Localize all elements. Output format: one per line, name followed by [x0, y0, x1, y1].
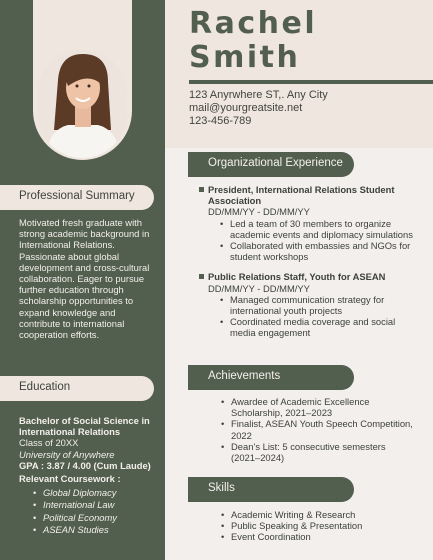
entry-dates: DD/MM/YY - DD/MM/YY [208, 282, 310, 294]
coursework-heading: Relevant Coursework : [19, 473, 121, 485]
skills-heading-pill [188, 477, 354, 502]
header-divider [189, 80, 433, 84]
skills-heading: Skills [208, 482, 235, 494]
coursework-item: • Political Economy [33, 512, 151, 523]
entry-dates: DD/MM/YY - DD/MM/YY [208, 206, 310, 218]
contact-email: mail@yourgreatsite.net [189, 102, 303, 114]
entry-bullet: • Collaborated with embassies and NGOs for student workshops [220, 240, 414, 262]
entry-title: President, International Relations Student Association [199, 184, 414, 206]
skill-item: • Academic Writing & Research [221, 509, 414, 520]
class-year: Class of 20XX [19, 437, 79, 449]
profile-photo [38, 50, 127, 158]
degree: Bachelor of Social Science in International Relations [19, 415, 150, 438]
skills-block [199, 509, 414, 543]
achievement-item: • Dean’s List: 5 consecutive semesters (2021–2024) [221, 441, 414, 463]
coursework-item: • ASEAN Studies [33, 524, 151, 535]
coursework-item: • International Law [33, 499, 151, 510]
experience-heading-pill [188, 152, 354, 177]
summary-heading: Professional Summary [19, 190, 135, 202]
entry-bullet: • Coordinated media coverage and social media engagement [220, 316, 414, 338]
first-name: Rachel [189, 6, 318, 41]
skill-item: • Event Coordination [221, 531, 414, 542]
experience-entry [199, 184, 414, 262]
entry-bullet: • Managed communication strategy for international youth projects [220, 294, 414, 316]
experience-block [199, 184, 414, 339]
experience-entry [199, 271, 414, 338]
skill-item: • Public Speaking & Presentation [221, 520, 414, 531]
contact-phone: 123-456-789 [189, 115, 252, 127]
experience-heading: Organizational Experience [208, 157, 343, 169]
summary-text: Motivated fresh graduate with strong academic background in International Relations. Passionate about global development and cross-cultural collaboration. Eager to pursue further education through scholarship opportunities to expand knowledge and contribute to international cooperation efforts. [19, 217, 150, 341]
achievement-item: • Awardee of Academic Excellence Scholarship, 2021–2023 [221, 396, 414, 418]
coursework-item: • Global Diplomacy [33, 487, 151, 498]
summary-heading-pill [0, 185, 154, 210]
achievements-heading-pill [188, 365, 354, 390]
entry-title: Public Relations Staff, Youth for ASEAN [199, 271, 414, 282]
education-block [19, 415, 151, 536]
education-heading: Education [19, 381, 71, 393]
gpa: GPA : 3.87 / 4.00 (Cum Laude) [19, 459, 151, 471]
achievements-heading: Achievements [208, 370, 281, 382]
achievement-item: • Finalist, ASEAN Youth Speech Competition, 2022 [221, 418, 414, 440]
contact-address: 123 Anyrwhere ST,. Any City [189, 89, 328, 101]
achievements-block [199, 396, 414, 463]
coursework-list [19, 487, 151, 535]
header [165, 0, 433, 148]
university: University of Anywhere [19, 448, 115, 460]
education-heading-pill [0, 376, 154, 401]
last-name: Smith [189, 40, 301, 75]
entry-bullet: • Led a team of 30 members to organize academic events and diplomacy simulations [220, 218, 414, 240]
